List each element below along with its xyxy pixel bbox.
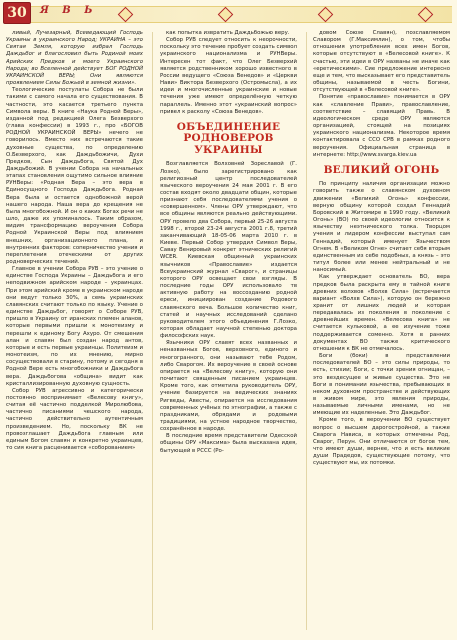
paragraph: По принципу наличия организации можно говорить также о славянском духовном движении «Великий Огонь» конфессии, верную общину которой создал Геннадий Боровский в Житомире в 1990 году. «Великий Огонь» (ВО) по своей идеологии относится к язычеству неэтнического толка. Творцом учения и лидером конфессии выступал сам Геннадий, который именует Язычеством Огнем. В «Великом Огне» считает себя вторым единственным из себе подобных, а князь – это титул более или менее нейтральный и не наносимый. [313, 181, 450, 274]
paragraph: Главное в учении Собора РУВ – это учение о единстве Господа Украины – Даждьбога и его неподвижном арийском народе – украинцах. При этом арийский кроме в украинском народе они ведут только 30%, а семь украинских славянских считают только по языку. Учение о единстве Даждьбог, говорят о Соборе РУВ, пришло в Украину от иранских племен аланов, которые первыми пришли к монотеизму и перешли к единому Богу Ахуро. От смешения алан и славян был создан народ антов, которые и есть первые украинцы. Политеизм и монотеизм, по их мнению, мирно сосуществовали в старину, потому и сегодня в Родной Вере есть многобожники и Даждьбога вера. Даждьбогова «община» видит как кристаллизированную духовную сущность. [6, 266, 143, 387]
section-heading: ОБЪЕДИНЕНИЕ РОДНОВЕРОВ УКРАИНЫ [176, 120, 281, 156]
running-title: Я В Ь [40, 5, 98, 16]
paragraph: ливый, Лучезарный, Всеведающий Господь Украины в украинского Народ; УКРАИНА – это Святая Земля, которую избрал Господь Даждьбог и благословил быть Родиной моих Арийских Предков и моего Украинского Народа; во Вселенной действует БОГ РОДНОЙ УКРАИНСКОЙ ВЕРЫ; Они являются проявлением Силы Божьей в земной жизни». [6, 30, 143, 87]
page-header [0, 0, 457, 24]
paragraph: Язычники ОРУ славят всех названных и неназванных Богов, верховного, единого и многогранного, они называют тебе Родом, либо Сварогом. Их вероучение в своей основе опирается на «Велесову книгу», которую они почитают священным писанием украинцев. Кроме того, как отметила руководитель ОРУ, учение базируется на ведических знаниях Ригведы, Авесты, опирается на исследования современных учёных по этнографии, а также с праздниками, обрядами и родовыми традициями, на устное народное творчество, сохранённое в народе. [160, 340, 297, 433]
column-divider [152, 32, 153, 630]
paragraph: Собор РУВ агрессивно и категорически постоянно воспринимает «Велесову книгу», считая её частично подделкой Миролюбова, частично писаниями чешского народа, частично действительно аутентичным произведением. Но, поскольку ВК не провозглашает Даждьбога главным или единым Богом славян и конкретно украинцев, то сия книга расценивается «соборованием» [6, 387, 143, 452]
text-column-3 [313, 30, 450, 632]
paragraph: Боги (боки) в представлении последователей ВО – это силы природы, то есть, стихии; Боги, с точки зрения огнищан, – это вездесущее и живые существа. Это не Боги в понимании язычества, пребывающих в неком духовном пространстве и действующих в живом мире, это явления природы, называемые личными именами, но не имеющие их наделенные. Это Даждьбог. [313, 353, 450, 417]
text-column-1 [6, 30, 143, 632]
text-column-2 [160, 30, 297, 632]
paragraph: Как утверждает основатель ВО, вера предков была раскрыта ему в тайной книге древних волхвов «Волхв Сила» (встречается вариант «Волхв Сила»), которую он бережно хранит от лишних людей и которая передавалась из поколения в поколение с древнейших времен. «Велесова книга» не считается кульковой, а ее изучение тоже поддерживается соменно. Хотя в ранних документах ВО также критического отношения к ВК не отмечалось. [313, 274, 450, 352]
paragraph: Возглавляется Волховней Зореславой (Г. Лозко), было зарегистрировано как религиозный центр последователей языческого вероучения 24 мая 2001 г. В его состав входят около двадцати общин, которые признают себя последователями учения о «совершенном». Члены ОРУ утверждают, что все общины являются реально действующими. ОРУ провело два Собора, первый 25-26 августа 1998 г., второй 23-24 августа 2001 г.8, третий заканчивающий 18-05-06 марта 2010 г. в Киеве. Первый Собор утвердил Символ Веры, Савау Венировый конкрет этнических религий WCER. Киевская общинный украинских язычников «Православие» издается Всеукраинский журнал «Сварог», и страницы которого ОРУ освещает свои взгляды. В последние годы ОРУ использовало тв активную работу на воссозданию родной ереси, инициирован создание Родового славянского веча. Большое количество книг, статей и научных исследований сделано руководителем этого объединения Г.Лозко, которая обладает научной степенью доктора философских наук. [160, 161, 297, 340]
paragraph: Кроме того, в вероучении ВО существует вопрос о высшем дарогостройной, а также Сварога Нависа, в которых отмечены Род, Сварог, Перун. Они отличаются от богов тем, что имеют души, вернее, что и есть великие души Прадедов, существующие потому, что существуют мы, их потомки. [313, 417, 450, 467]
paragraph: как попытка извратить Даждьбожью веру. [166, 30, 290, 36]
paragraph: довом Союзе Славян), позславляемом Славором (Г.Максимлин), о том, чтобы отношения употребления всех имен Богов, которые отсутствуют в «Велесовой книге». К счастью, эти идеи в ОРУ названы не иначе как «еретическими». Сие предложение интересно еще и тем, что высказывает его представитель общины, называемой в честь Богини, отсутствующей в «Велесовой книге». [313, 30, 450, 94]
paragraph: Теологические постулаты Собора не были такими с самого начала его существования. В частности, это касается третьего пункта Символа веры. В книге «Наука Родной Веры», изданной под редакцией Олега Безверхого (глава конфессии) в 1993 г., про «БОГОВ РОДНОЙ УКРАИНСКОЙ ВЕРЫ» нечего не говорилось. Вместо них встречаются такие духовные существа, по определению О.Безверхого, как Даждьбожичи, Духи Предков, Сын Даждьбога, Святой Дух Даждьбожий. В учении Собора на начальных этапах становления ощутимо сильное влияние РУНВеры: «Родная Вера – это вера в Единосущного Господа Даждьбога. Родная Вера была и остается однобожной верой нашего народа. Наша вера до крещения не была многобожной. И он о каких Богах речи не шло, даже их упоминалось. Таким образом, видим трансформацию вероучения Собора Родной Украинской Веры под влиянием внешних, организационного плана, и внутренних факторов: соперничество учения и переплетения отеческими от других родноверческих течений. [6, 87, 143, 265]
section-heading: ВЕЛИКИЙ ОГОНЬ [323, 163, 440, 176]
paragraph: Понятие «православие» понимается в ОРУ как «славление Прави», православление, соответствие – славящий Правь. В идеологическом среде ОРУ являются организацией, стоящей на позициях украинского национализма. Некоторое время контактировала с ССО СРВ в рамках родного вероучения. Официальная страница в интернете: http://www.svarga.kiev.ua [313, 94, 450, 158]
column-divider [306, 32, 307, 630]
paragraph: Собор РУВ следует относить к неорочности, поскольку это течение пробует создать символ украинского национализма и РУНВеры. Интересен тот факт, что Олег Безверхий является родственником хорошо известного в России ведущего «Союза Венедов» и «Церкви Нави» Виктора Безверхого (Остромысла), а их идеи и многочисленные украинские и новые течения уже имеют определённую четкую параллель. Именно этот «украинский вопрос» привел к расколу «Союза Венедов». [160, 37, 297, 115]
page-number: 30 [3, 2, 31, 24]
paragraph: В последние время представители Одесской общины ОРУ «Максима» была высказана идея, бытующей в РССС (Ро- [160, 433, 297, 454]
